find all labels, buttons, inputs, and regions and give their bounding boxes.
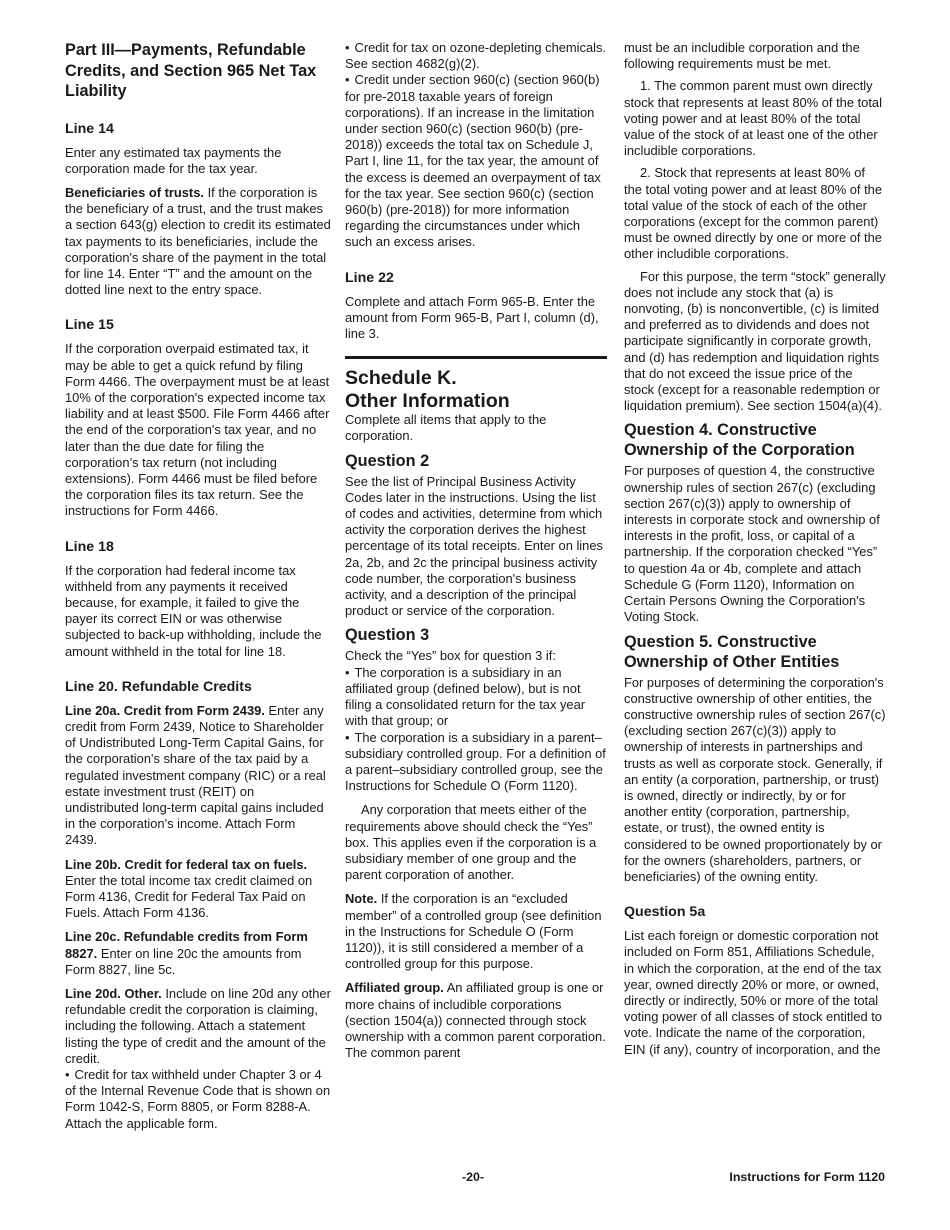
line-20b-text: Enter the total income tax credit claimed on Form 4136, Credit for Federal Tax Paid on Fuels. Attach Form 4136. [65, 872, 313, 921]
line-20c-paragraph [65, 929, 331, 978]
question-3-heading: Question 3 [345, 626, 430, 645]
chapter-3-credit-bullet: • Credit for tax withheld under Chapter 3 or 4 of the Internal Revenue Code that is shown on Form 1042-S, Form 8805, or Form 8288-A. Attach the applicable form. [65, 1067, 331, 1132]
form-title: Instructions for Form 1120 [729, 1170, 885, 1184]
question-2-text: See the list of Principal Business Activity Codes later in the instructions. Using the list of codes and activities, determine from which activity the corporation derives the highest percentage of its total receipts. Enter on lines 2a, 2b, and 2c the principal business activity code number, the corporation's business activity, and a description of the principal product or service of the corporation. [345, 473, 603, 619]
question-4-heading: Question 4. Constructive Ownership of the Corporation [624, 421, 855, 460]
line-20a-text: Enter any credit from Form 2439, Notice to Shareholder of Undistributed Long-Term Capital Gains, for the corporation's share of the tax paid by a regulated investment company (RIC) or a real estate investment trust (REIT) on undistributed long-term capital gains included in the corporation's income. Attach Form 2439. [65, 702, 326, 848]
note-paragraph [345, 891, 607, 972]
question-5a-heading: Question 5a [624, 904, 706, 921]
page-number: -20- [462, 1170, 485, 1184]
requirement-2: 2. Stock that represents at least 80% of the total voting power and at least 80% of the total value of the stock of each of the other corporations (except for the common parent) must be owned directly by one or more of the other includible corporations. [624, 165, 882, 262]
line-20b-label: Line 20b. Credit for federal tax on fuels. [65, 856, 308, 872]
affiliated-group-paragraph [345, 980, 607, 1061]
line-22-text: Complete and attach Form 965-B. Enter the amount from Form 965-B, Part I, column (d), line 3. [345, 293, 599, 342]
line-15-heading: Line 15 [65, 317, 114, 334]
line-20-heading: Line 20. Refundable Credits [65, 678, 252, 695]
line-20d-label: Line 20d. Other. [65, 986, 162, 1002]
line-20a-paragraph [65, 703, 331, 849]
column-middle [345, 40, 607, 1061]
question-5-heading: Question 5. Constructive Ownership of Other Entities [624, 632, 840, 671]
column-right [624, 40, 886, 1058]
line-20a-label: Line 20a. Credit from Form 2439. [65, 702, 265, 718]
question-3-paragraph: Any corporation that meets either of the requirements above should check the “Yes” box. This applies even if the corporation is a subsidiary member of one group and the parent corporation of another. [345, 802, 597, 883]
note-label: Note. [345, 891, 378, 907]
question-3-bullet-controlled: • The corporation is a subsidiary in a parent–subsidiary controlled group. For a definition of a parent–subsidiary controlled group, see the Instructions for Schedule O (Form 1120). [345, 730, 607, 795]
question-5a-text: List each foreign or domestic corporation not included on Form 851, Affiliations Schedule, in which the corporation, at the end of the tax year, owned directly 20% or more, or owned, directly or indirectly, 50% or more of the total voting power of all classes of stock entitled to vote. Indicate the name of the corporation, EIN (if any), country of incorporation, and the [624, 928, 882, 1057]
line-22-heading: Line 22 [345, 269, 394, 286]
part-iii-title: Part III—Payments, Refundable Credits, and Section 965 Net Tax Liability [65, 41, 317, 100]
question-3-bullet-affiliated: • The corporation is a subsidiary in an affiliated group (defined below), but is not filing a consolidated return for the tax year with that group; or [345, 665, 607, 730]
requirement-1: 1. The common parent must own directly stock that represents at least 80% of the total voting power and at least 80% of the total value of the stock of at least one of the other includible corporations. [624, 78, 882, 159]
affiliated-group-text: An affiliated group is one or more chains of includible corporations (section 1504(a)) connected through stock ownership with a common parent corporation. The common parent [345, 980, 606, 1061]
line-20c-text: Enter on line 20c the amounts from Form 8827, line 5c. [65, 945, 302, 977]
affiliated-group-label: Affiliated group. [345, 980, 444, 996]
beneficiaries-text: If the corporation is the beneficiary of a trust, and the trust makes a section 643(g) election to credit its estimated tax payments to its beneficiaries, include the corporation's share of the payment in the total for line 14. Enter “T” and the amount on the dotted line next to the entry space. [65, 184, 331, 298]
line-20c-label: Line 20c. Refundable credits from Form 8827. [65, 929, 308, 961]
line-20d-text: Include on line 20d any other refundable credit the corporation is claiming, including the following. Attach a statement listing the type of credit and the amount of the credit. [65, 986, 331, 1066]
schedule-k-title [345, 367, 607, 412]
beneficiaries-paragraph [65, 185, 331, 298]
line-15-text: If the corporation overpaid estimated tax, it may be able to get a quick refund by filing Form 4466. The overpayment must be at least 10% of the corporation's expected income tax liability and at least $500. File Form 4466 after the end of the corporation's tax year, and no later than the due date for filing the corporation’s tax return (not including extensions). Form 4466 must be filed before the corporation files its tax return. See the instructions for Form 4466. [65, 341, 330, 519]
continued-text: must be an includible corporation and the following requirements must be met. [624, 40, 860, 72]
line-18-text: If the corporation had federal income tax withheld from any payments it received because, for example, it failed to give the payer its correct EIN or was otherwise subjected to back-up withholding, include the amount withheld in the total for line 18. [65, 562, 322, 659]
stock-definition-paragraph: For this purpose, the term “stock” generally does not include any stock that (a) is nonvoting, (b) is nonconvertible, (c) is limited and preferred as to dividends and does not participate significantly in corporate growth, and (d) has redemption and liquidation rights that do not exceed the issue price of the stock (except for a reasonable redemption or liquidation premium). See section 1504(a)(4). [624, 268, 886, 414]
line-18-heading: Line 18 [65, 538, 114, 555]
question-3-intro: Check the “Yes” box for question 3 if: [345, 648, 556, 664]
column-left [65, 40, 331, 1132]
schedule-k-title-line1: Schedule K. [345, 367, 457, 390]
section-divider [345, 356, 607, 359]
question-2-heading: Question 2 [345, 451, 430, 470]
schedule-k-title-line2: Other Information [345, 389, 510, 412]
line-14-heading: Line 14 [65, 120, 114, 137]
line-20b-paragraph [65, 857, 331, 922]
question-4-text: For purposes of question 4, the constructive ownership rules of section 267(c) (excluding section 267(c)(3)) apply to ownership of interests in corporate stock and ownership of interests in the profit, loss, or capital of a partnership. If the corporation checked “Yes” to question 4a or 4b, complete and attach Schedule G (Form 1120), Information on Certain Persons Owning the Corporation's Voting Stock. [624, 463, 880, 625]
section-960c-bullet: • Credit under section 960(c) (section 960(b) for pre-2018 taxable years of foreign corporations). If an increase in the limitation under section 960(c) (section 960(b) (pre-2018)) exceeds the total tax on Schedule J, Part I, line 11, for the tax year, the amount of the excess is deemed an overpayment of tax for the tax year. See section 960(c) (section 960(b) (pre-2018)) for more information regarding the circumstances under which such an excess arises. [345, 72, 607, 250]
note-text: If the corporation is an “excluded member” of a controlled group (see definition in the Instructions for Schedule O (Form 1120)), it is still considered a member of a controlled group for this purpose. [345, 891, 602, 972]
schedule-k-intro: Complete all items that apply to the corporation. [345, 412, 547, 444]
line-20d-paragraph [65, 986, 331, 1067]
ozone-credit-bullet: • Credit for tax on ozone-depleting chemicals. See section 4682(g)(2). [345, 40, 607, 72]
line-14-text: Enter any estimated tax payments the corporation made for the tax year. [65, 144, 282, 176]
question-5-text: For purposes of determining the corporation's constructive ownership of other entities, the constructive ownership rules of section 267(c) (excluding section 267(c)(3)) apply to ownership of interests in partnerships and trusts as well as corporate stock. Generally, if an entity (a corporation, partnership, or trust) is owned, directly or indirectly, by or for another entity (corporation, partnership, estate, or trust), the owned entity is considered to be owned proportionately by or for the owners (shareholders, partners, or beneficiaries) of the owning entity. [624, 674, 886, 884]
beneficiaries-label: Beneficiaries of trusts. [65, 184, 204, 200]
